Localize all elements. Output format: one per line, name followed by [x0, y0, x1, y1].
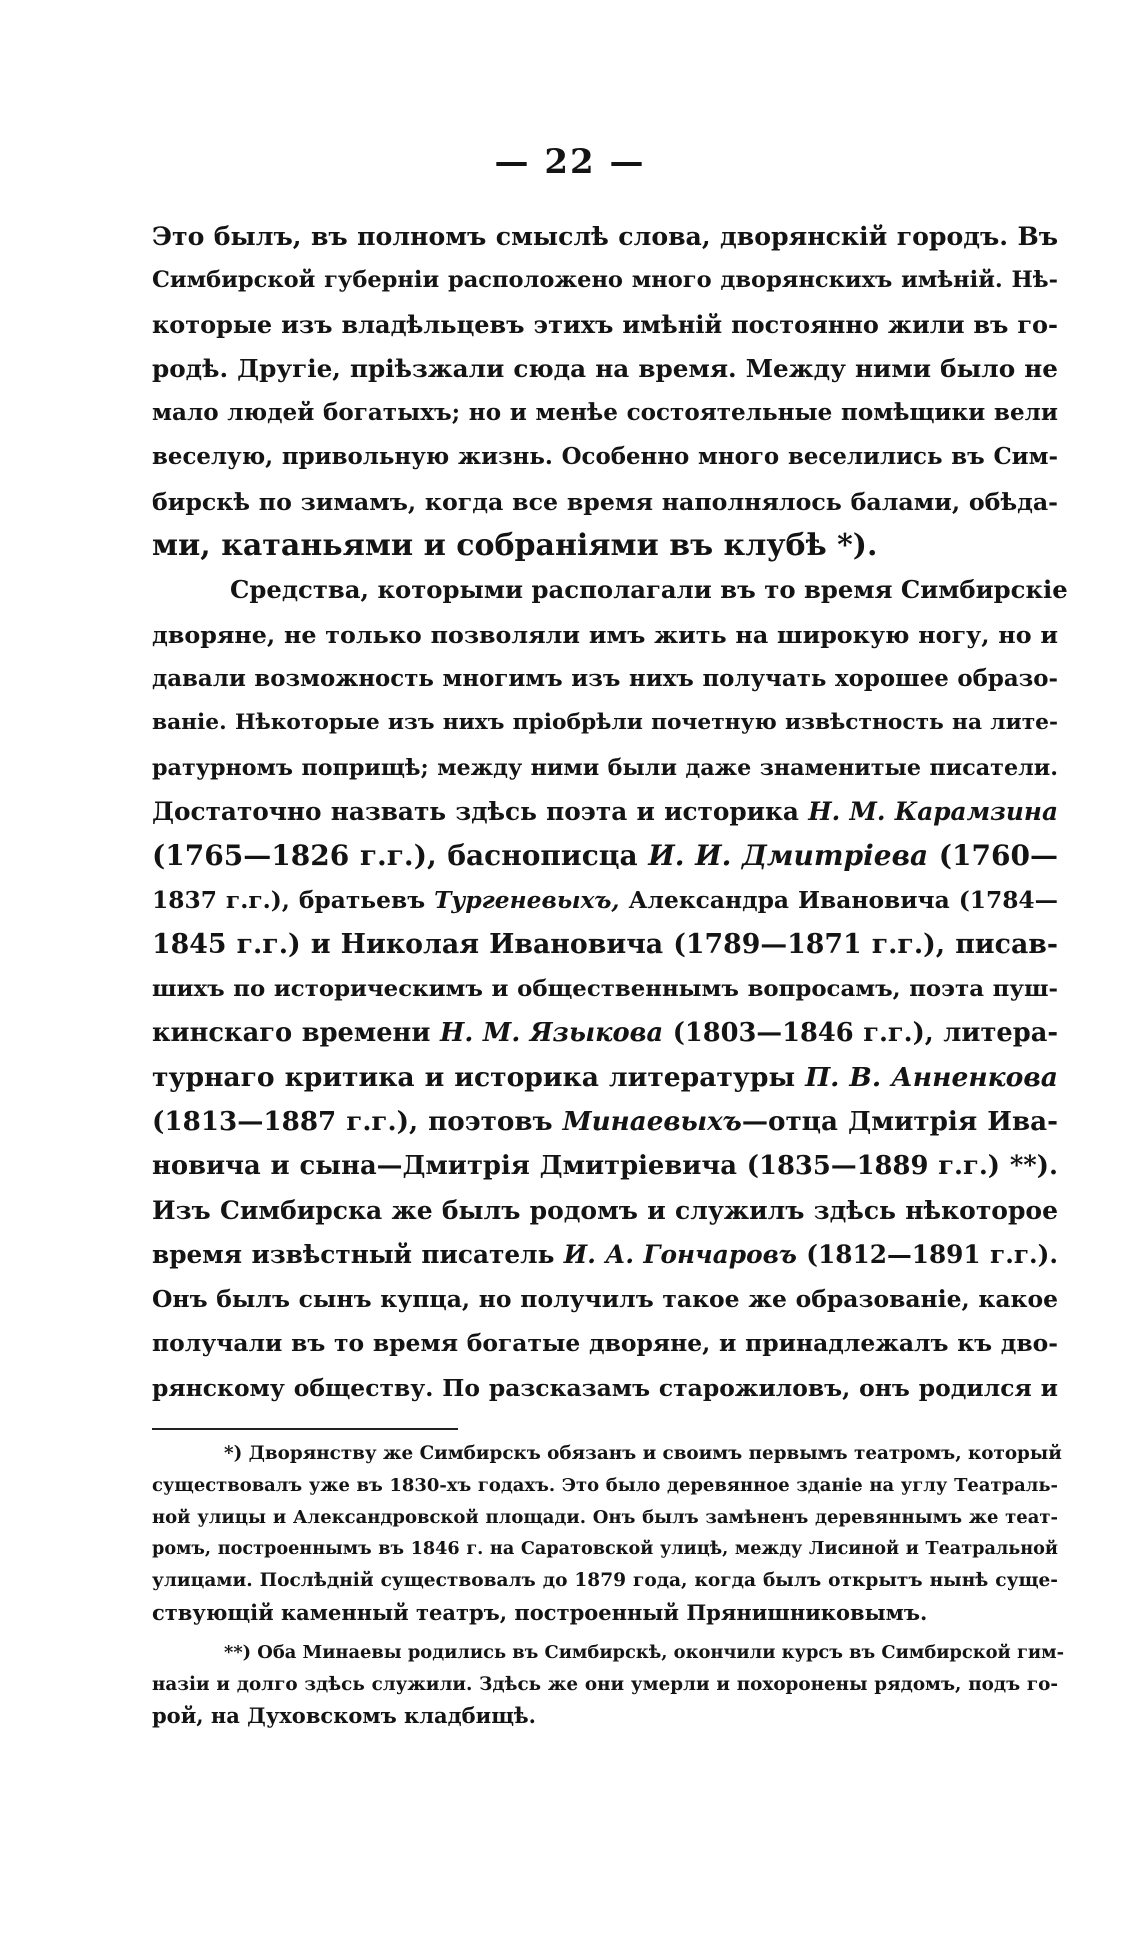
italic-name: И. А. Гончаровъ	[563, 1239, 797, 1269]
text-run: (1803—1846 г.г.), литера-	[663, 1018, 1058, 1049]
text-run: (1812—1891 г.г.).	[796, 1239, 1058, 1269]
text-line	[152, 1233, 1058, 1277]
text-line: Это былъ, въ полномъ смыслѣ слова, дворянскій городъ. Въ	[152, 221, 1058, 251]
text-line: мало людей богатыхъ; но и менѣе состоятельные помѣщики вели	[152, 399, 1058, 427]
footnote-line: улицами. Послѣдній существовалъ до 1879 года, когда былъ открытъ нынѣ суще-	[152, 1570, 1058, 1592]
text-line: дворяне, не только позволяли имъ жить на широкую ногу, но и	[152, 620, 1058, 649]
italic-name: Тургеневыхъ,	[434, 886, 620, 915]
text-line: Симбирской губерніи расположено много дворянскихъ имѣній. Нѣ-	[152, 267, 1058, 294]
text-run: —отца Дмитрія Ива-	[741, 1105, 1058, 1137]
text-line	[152, 834, 1058, 878]
text-line	[152, 1056, 1058, 1100]
text-line	[152, 790, 1058, 834]
text-line: родѣ. Другіе, пріѣзжали сюда на время. Между ними было не	[152, 353, 1058, 383]
text-line	[152, 1011, 1058, 1055]
text-line: бирскѣ по зимамъ, когда все время наполнялось балами, обѣда-	[152, 487, 1058, 516]
text-line: новича и сына—Дмитрія Дмитріевича (1835—1889 г.г.) **).	[152, 1151, 1058, 1182]
text-line: Изъ Симбирска же былъ родомъ и служилъ здѣсь нѣкоторое	[152, 1195, 1058, 1225]
text-run: (1760—	[928, 839, 1058, 873]
text-line	[152, 1100, 1058, 1144]
text-line: получали въ то время богатые дворяне, и принадлежалъ къ дво-	[152, 1329, 1058, 1358]
italic-name: П. В. Анненкова	[805, 1061, 1058, 1093]
text-line	[152, 878, 1058, 922]
footnote-line: **) Оба Минаевы родились въ Симбирскѣ, окончили курсъ въ Симбирской гим-	[224, 1641, 1064, 1663]
footnote-line: ной улицы и Александровской площади. Онъ былъ замѣненъ деревяннымъ же теат-	[152, 1506, 1058, 1528]
footnote-divider	[152, 1428, 458, 1430]
text-line: 1845 г.г.) и Николая Ивановича (1789—1871 г.г.), писав-	[152, 928, 1058, 960]
footnotes	[152, 1438, 1064, 1732]
text-line: Онъ былъ сынъ купца, но получилъ такое же образованіе, какое	[152, 1285, 1058, 1314]
text-line: давали возможность многимъ изъ нихъ получать хорошее образо-	[152, 665, 1058, 692]
text-run: время извѣстный писатель	[152, 1239, 564, 1269]
italic-name: Н. М. Языкова	[440, 1018, 664, 1049]
text-run: Достаточно назвать здѣсь поэта и историка	[152, 796, 809, 826]
footnote-line: ствующій каменный театръ, построенный Прянишниковымъ.	[152, 1599, 928, 1625]
page-number: — 22 —	[494, 142, 646, 182]
main-text	[152, 214, 1068, 1410]
text-line: ми, катаньями и собраніями въ клубѣ *).	[152, 528, 878, 564]
italic-name: Минаевыхъ	[562, 1105, 742, 1137]
text-run: Александра Ивановича (1784—	[619, 886, 1058, 915]
text-line: шихъ по историческимъ и общественнымъ вопросамъ, поэта пуш-	[152, 976, 1058, 1003]
text-run: кинскаго времени	[152, 1018, 441, 1049]
text-run: (1765—1826 г.г.), баснописца	[152, 839, 649, 873]
footnote-line: существовалъ уже въ 1830-хъ годахъ. Это было деревянное зданіе на углу Театраль-	[152, 1474, 1058, 1496]
text-run: турнаго критика и историка литературы	[152, 1061, 806, 1093]
footnote-line: назіи и долго здѣсь служили. Здѣсь же они умерли и похоронены рядомъ, подъ го-	[152, 1673, 1058, 1695]
footnote-line: ромъ, построеннымъ въ 1846 г. на Саратовской улицѣ, между Лисиной и Театральной	[152, 1538, 1058, 1560]
text-line: ваніе. Нѣкоторые изъ нихъ пріобрѣли почетную извѣстность на литe-	[152, 710, 1058, 736]
text-run: 1837 г.г.), братьевъ	[152, 886, 435, 915]
italic-name: И. И. Дмитріева	[648, 839, 929, 873]
italic-name: Н. М. Карамзина	[808, 796, 1058, 826]
text-run: (1813—1887 г.г.), поэтовъ	[152, 1105, 563, 1137]
text-line: рянскому обществу. По разсказамъ старожиловъ, онъ родился и	[152, 1373, 1058, 1402]
text-line: веселую, привольную жизнь. Особенно много веселились въ Сим-	[152, 444, 1058, 471]
text-line: Средства, которыми располагали въ то время Симбирскіе	[230, 575, 1068, 605]
footnote-line: *) Дворянству же Симбирскъ обязанъ и своимъ первымъ театромъ, который	[224, 1443, 1062, 1464]
footnote-line: рой, на Духовскомъ кладбищѣ.	[152, 1703, 536, 1729]
text-line: которые изъ владѣльцевъ этихъ имѣній постоянно жили въ го-	[152, 309, 1058, 339]
text-line: ратурномъ поприщѣ; между ними были даже знаменитые писатели.	[152, 754, 1058, 781]
